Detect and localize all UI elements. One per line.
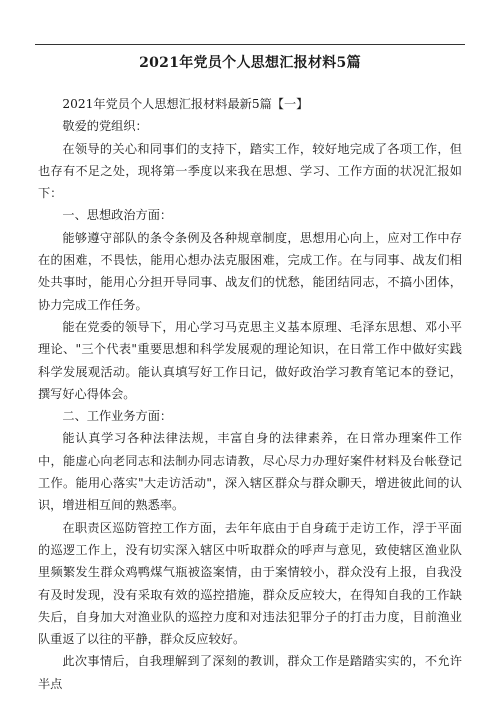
section-heading: 一、思想政治方面： — [62, 208, 173, 223]
document-body — [38, 93, 462, 695]
paragraph: 能认真学习各种法律法规，丰富自身的法律素养，在日常办理案件工作中，能虚心向老同志和法制办同志请教，尽心尽力办理好案件材料及台帐登记工作。能用心落实"大走访活动"，深入辖区群众与群众聊天，增进彼此间的认识，增进相互间的熟悉率。 — [38, 431, 462, 513]
salutation: 敬爱的党组织： — [62, 119, 148, 134]
paragraph: 能够遵守部队的条令条例及各种规章制度，思想用心向上，应对工作中存在的困难，不畏怯，能用心想办法克服困难，完成工作。在与同事、战友们相处共事时，能用心分担开导同事、战友们的忧愁，能团结同志，不搞小团体，协力完成工作任务。 — [38, 230, 462, 312]
paragraph: 能在党委的领导下，用心学习马克思主义基本原理、毛泽东思想、邓小平理论、"三个代表"重要思想和科学发展观的理论知识，在日常工作中做好实践科学发展观活动。能认真填写好工作日记，做好政治学习教育笔记本的登记，撰写好心得体会。 — [38, 319, 462, 401]
document-title: 2021年党员个人思想汇报材料5篇 — [139, 55, 361, 71]
section-heading: 二、工作业务方面： — [62, 409, 173, 424]
paragraph: 在领导的关心和同事们的支持下，踏实工作，较好地完成了各项工作，但也存有不足之处，现将第一季度以来我在思想、学习、工作方面的状况汇报如下： — [38, 141, 462, 201]
paragraph: 此次事情后，自我理解到了深刻的教训，群众工作是踏踏实实的，不允许半点 — [38, 654, 462, 691]
paragraph: 在职责区巡防管控工作方面，去年年底由于自身疏于走访工作，浮于平面的巡逻工作上，没有切实深入辖区中听取群众的呼声与意见，致使辖区渔业队里频繁发生群众鸡鸭煤气瓶被盗案情，由于案情较小，群众没有上报，自我没有及时发现，没有采取有效的巡控措施，群众反应较大，在得知自我的工作缺失后，自身加大对渔业队的巡控力度和对违法犯罪分子的打击力度，目前渔业队重返了以往的平静，群众反应较好。 — [38, 520, 462, 647]
header-rule — [35, 44, 465, 45]
subtitle-paragraph: 2021年党员个人思想汇报材料最新5篇【一】 — [62, 97, 309, 111]
